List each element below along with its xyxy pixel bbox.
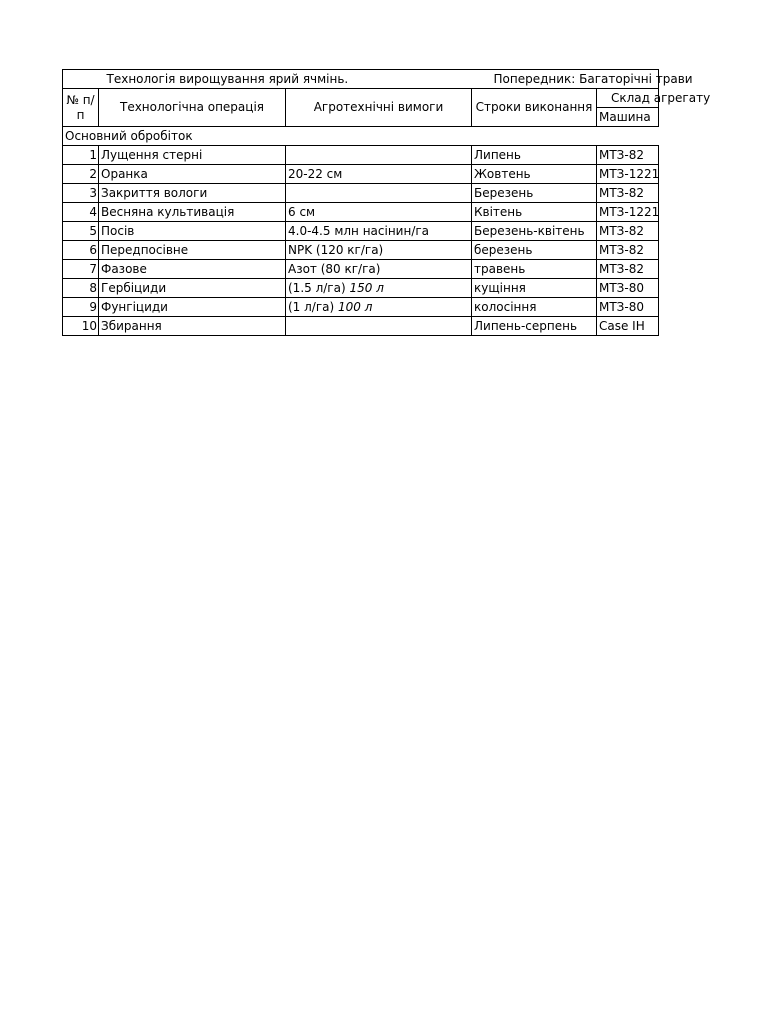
table-row [63,241,659,260]
requirements-cell [286,298,472,317]
table-row [63,317,659,336]
row-number: 5 [63,222,99,241]
header-unit-group: Склад агрегату [597,89,659,108]
spreadsheet-print-area [62,69,711,341]
requirements-cell [286,279,472,298]
row-number: 1 [63,146,99,165]
requirements-cell [286,222,472,241]
header-requirements: Агротехнічні вимоги [286,89,472,127]
requirements-cell [286,184,472,203]
requirements-cell [286,241,472,260]
operation-cell: Закриття вологи [99,184,286,203]
operation-cell: Гербіциди [99,279,286,298]
machine-cell: МТЗ-82 [597,222,659,241]
section-title: Основний обробіток [63,127,659,146]
technology-table [62,69,711,336]
machine-cell: МТЗ-82 [597,260,659,279]
timing-cell: кущіння [472,279,597,298]
row-number: 2 [63,165,99,184]
requirements-cell [286,317,472,336]
table-row [63,260,659,279]
requirements-cell [286,146,472,165]
table-row [63,184,659,203]
timing-cell: Жовтень [472,165,597,184]
technology-title: Технологія вирощування ярий ячмінь. [99,70,472,89]
header-machine: Машина [597,108,659,127]
machine-cell: МТЗ-82 [597,241,659,260]
table-row [63,222,659,241]
operation-cell: Весняна культивація [99,203,286,222]
requirements-cell [286,203,472,222]
requirements-text: 4.0-4.5 млн насінин/га [288,224,430,238]
timing-cell: Квітень [472,203,597,222]
row-number: 3 [63,184,99,203]
requirements-text: NPK (120 кг/га) [288,243,384,257]
section-row [63,127,659,146]
machine-cell: МТЗ-82 [597,184,659,203]
row-number: 9 [63,298,99,317]
machine-cell: МТЗ-80 [597,279,659,298]
operation-cell: Фазове [99,260,286,279]
title-row [63,70,659,89]
header-timing: Строки виконання [472,89,597,127]
requirements-volume: 100 л [338,300,373,314]
table-row [63,165,659,184]
header-row-1 [63,89,659,108]
operation-cell: Фунгіциди [99,298,286,317]
requirements-cell [286,165,472,184]
row-number: 7 [63,260,99,279]
machine-cell: МТЗ-82 [597,146,659,165]
operation-cell: Лущення стерні [99,146,286,165]
timing-cell: березень [472,241,597,260]
operation-cell: Збирання [99,317,286,336]
requirements-volume: 150 л [349,281,384,295]
operation-cell: Посів [99,222,286,241]
timing-cell: Липень-серпень [472,317,597,336]
row-number: 6 [63,241,99,260]
operation-cell: Передпосівне [99,241,286,260]
timing-cell: травень [472,260,597,279]
operation-cell: Оранка [99,165,286,184]
machine-cell: Case IH [597,317,659,336]
header-operation: Технологічна операція [99,89,286,127]
table-row [63,146,659,165]
requirements-text: 6 см [288,205,316,219]
machine-cell: МТЗ-80 [597,298,659,317]
timing-cell: Березень-квітень [472,222,597,241]
table-row [63,298,659,317]
requirements-text: 20-22 см [288,167,343,181]
requirements-text: Азот (80 кг/га) [288,262,381,276]
row-number: 10 [63,317,99,336]
timing-cell: Липень [472,146,597,165]
requirements-cell [286,260,472,279]
timing-cell: колосіння [472,298,597,317]
table-row [63,279,659,298]
requirements-text: (1.5 л/га) [288,281,346,295]
machine-cell: МТЗ-1221 [597,165,659,184]
predecessor-label: Попередник: Багаторічні трави [493,72,693,86]
machine-cell: МТЗ-1221 [597,203,659,222]
row-number: 8 [63,279,99,298]
requirements-text: (1 л/га) [288,300,335,314]
row-number: 4 [63,203,99,222]
header-num: № п/п [63,89,99,127]
table-row [63,203,659,222]
timing-cell: Березень [472,184,597,203]
